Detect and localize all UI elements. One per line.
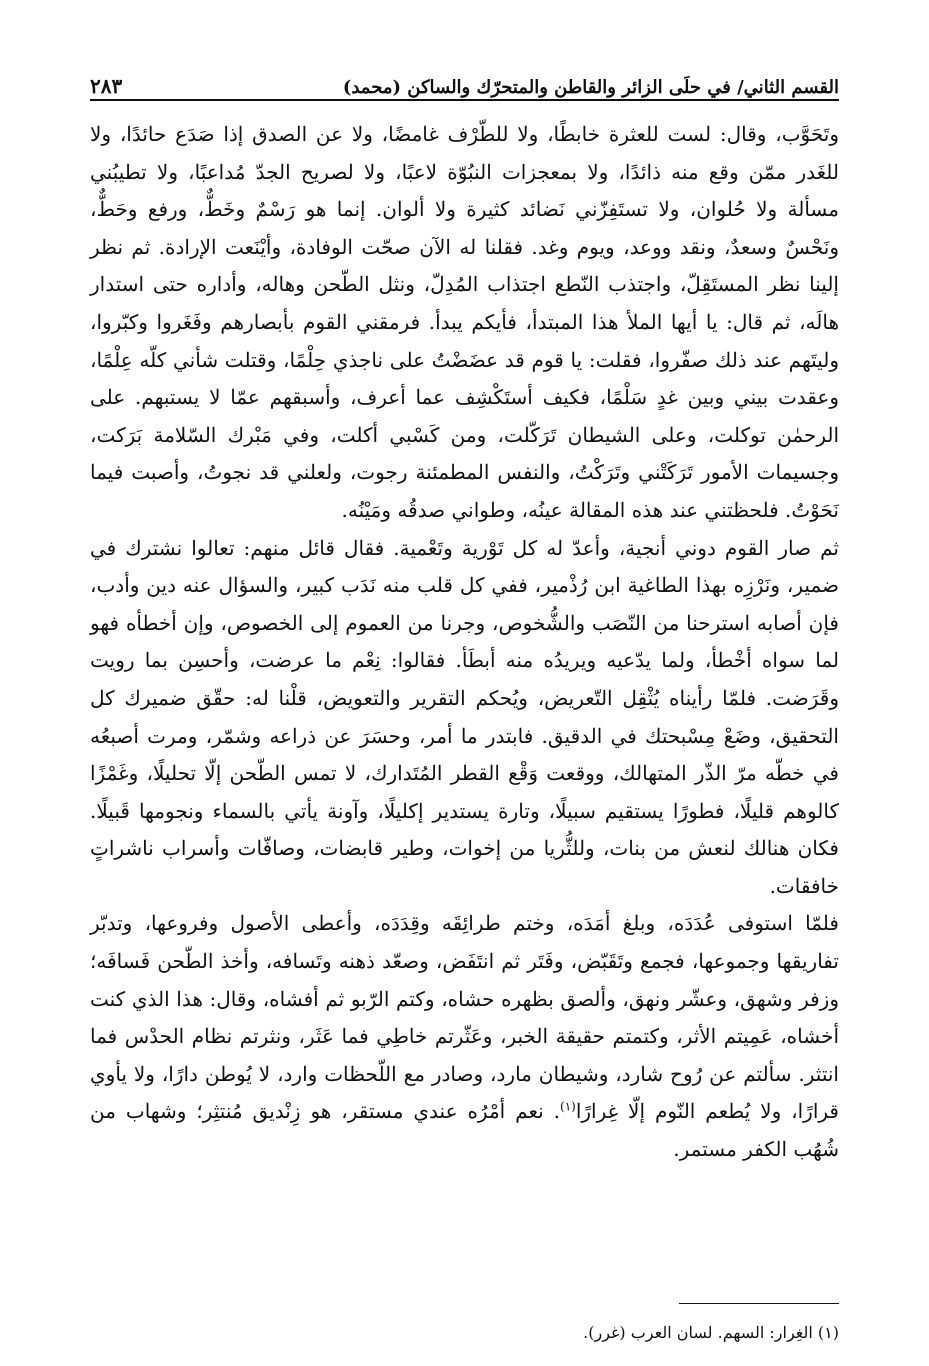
header-title: القسم الثاني/ في حلَى الزائر والقاطن والمتحرّك والساكن (محمد) [342,77,839,98]
running-header [90,58,839,98]
header-rule [90,99,839,101]
paragraph [90,905,839,1168]
footnote: (١) الغِرار: السهم. لسان العرب (غرر). [583,1323,839,1342]
footnote-rule [679,1303,839,1304]
paragraph: وتَحَوَّب، وقال: لست للعثرة خابطًا، ولا للطّرْف غامضًا، ولا عن الصدق إذا صَدَع حائدًا، ولا للغَدر ممّن وقع منه ذائدًا، ولا بمعجزات النبُوّة لاعبًا، ولا لصريح الجدّ مُداعبًا، ولا تطيبُني مسألة ولا حُلوان، ولا تستَفِزّني نَضائد كثيرة ولا ألوان. إنما هو رَسْمٌ وخَطٌّ، ورفع وحَطٌّ، ونَحْسٌ وسعدٌ، ونقد ووعد، ويوم وغد. فقلنا له الآن صحّت الوفادة، وأيْنَعت الإرادة. ثم نظر إلينا نظر المستَقِلّ، واجتذب النّطع اجتذاب المُدِلّ، ونثل الطّحن وهاله، وأداره حتى استدار هالَه، ثم قال: يا أيها الملأ هذا المبتدأ، فأيكم يبدأ. فرمقني القوم بأبصارهم وفَغَروا وكبّروا، وليتَهم عند ذلك صفّروا، فقلت: يا قوم قد عضَضْتُ على ناجذي حِلْمًا، وقتلت شأني كلّه عِلْمًا، وعقدت بيني وبين غدٍ سَلْمًا، فكيف أستَكْشِف عما أعرف، وأسبقهم عمّا لا يستبهم. على الرحمٰن توكلت، وعلى الشيطان تَرَكّلت، ومن كَسْبي أكلت، وفي مَبْرك السّلامة بَرَكت، وجسيمات الأمور تَرَكَتْني وتَرَكْتُ، والنفس المطمئنة رجوت، ولعلني قد نجوتُ، وأصبت فيما نَحَوْتُ. فلحظتني عند هذه المقالة عينُه، وطواني صدقُه ومَيْنُه. [90,122,839,522]
page-number: ٢٨٣ [90,74,123,98]
footnote-ref[interactable]: (١) [560,1099,576,1114]
body-text [90,116,839,1169]
paragraph-text-before-note: فلمّا استوفى عُدَدَه، وبلغ أمَدَه، وختم طرائِقَه وقِدَدَه، وأعطى الأصول وفروعها، وتدبّر تفاريقها وجموعها، فجمع وتَقَبّض، وفَتَر ثم انتَفَض، وصعّد ذهنه وتَسافه، وأخذ الطّحن فَسافَه؛ وزفر وشهق، وعشّر ونهق، وألصق بظهره حشاه، وكتم الرّبو ثم أفشاه، وقال: هذا الذي كنت أخشاه، عَمِيتم الأثر، وكتمتم حقيقة الخبر، وعَثّرتم خاطِي فما عَثَر، ونثرتم نظام الحدْس فما انتثر. سألتم عن رُوح شارد، وشيطان مارد، وصادر مع اللّحظات وارد، لا يُوطن دارًا، ولا يأوي قرارًا، ولا يُطعم النّوم إلّا غِرارًا [90,911,839,1124]
paragraph: ثم صار القوم دوني أنجية، وأعدّ له كل تَوْرية وتَعْمية. فقال قائل منهم: تعالوا نشترك في ضمير، ونَرْزِه بهذا الطاغية ابن رُذْمير، ففي كل قلب منه نَدَب كبير، والسؤال عنه دين وأدب، فإن أصابه استرحنا من النّصَب والشُّخوص، وجرنا من العموم إلى الخصوص، وإن أخطأه فهو لما سواه أخْطأ، ولما يدّعيه ويريدُه منه أبطَأ. فقالوا: نِعْم ما عرضت، وأحسِن بما رويت وقَرَضت. فلمّا رأيناه يُثْقِل التّعريض، ويُحكم التقرير والتعويض، قلْنا له: حقّق ضميرك كل التحقيق، وضَعْ مِسْبحتك في الدقيق. فابتدر ما أمر، وحسَرَ عن ذراعه وشمّر، ومرت أصبعُه في خطّه مرّ الذّر المتهالك، ووقعت وَقْع القطر المُتَدارك، لا تمس الطّحن إلّا تحليلًا، وغَمْزًا كالوهم قليلًا، فطورًا يستقيم سبيلًا، وتارة يستدير إكليلًا، وآونة يأتي بالسماء ونجومها قَبيلًا. فكان هنالك لنعش من بنات، وللثُّريا من إخوات، وطير قابضات، وصافّات وأسراب ناشراتٍ خافقات. [90,535,839,898]
paragraph-text-after-note: . نعم أمْرُه عندي مستقر، هو زِنْديق مُنتثِر؛ وشهاب من شُهُب الكفر مستمر. [90,1099,839,1162]
